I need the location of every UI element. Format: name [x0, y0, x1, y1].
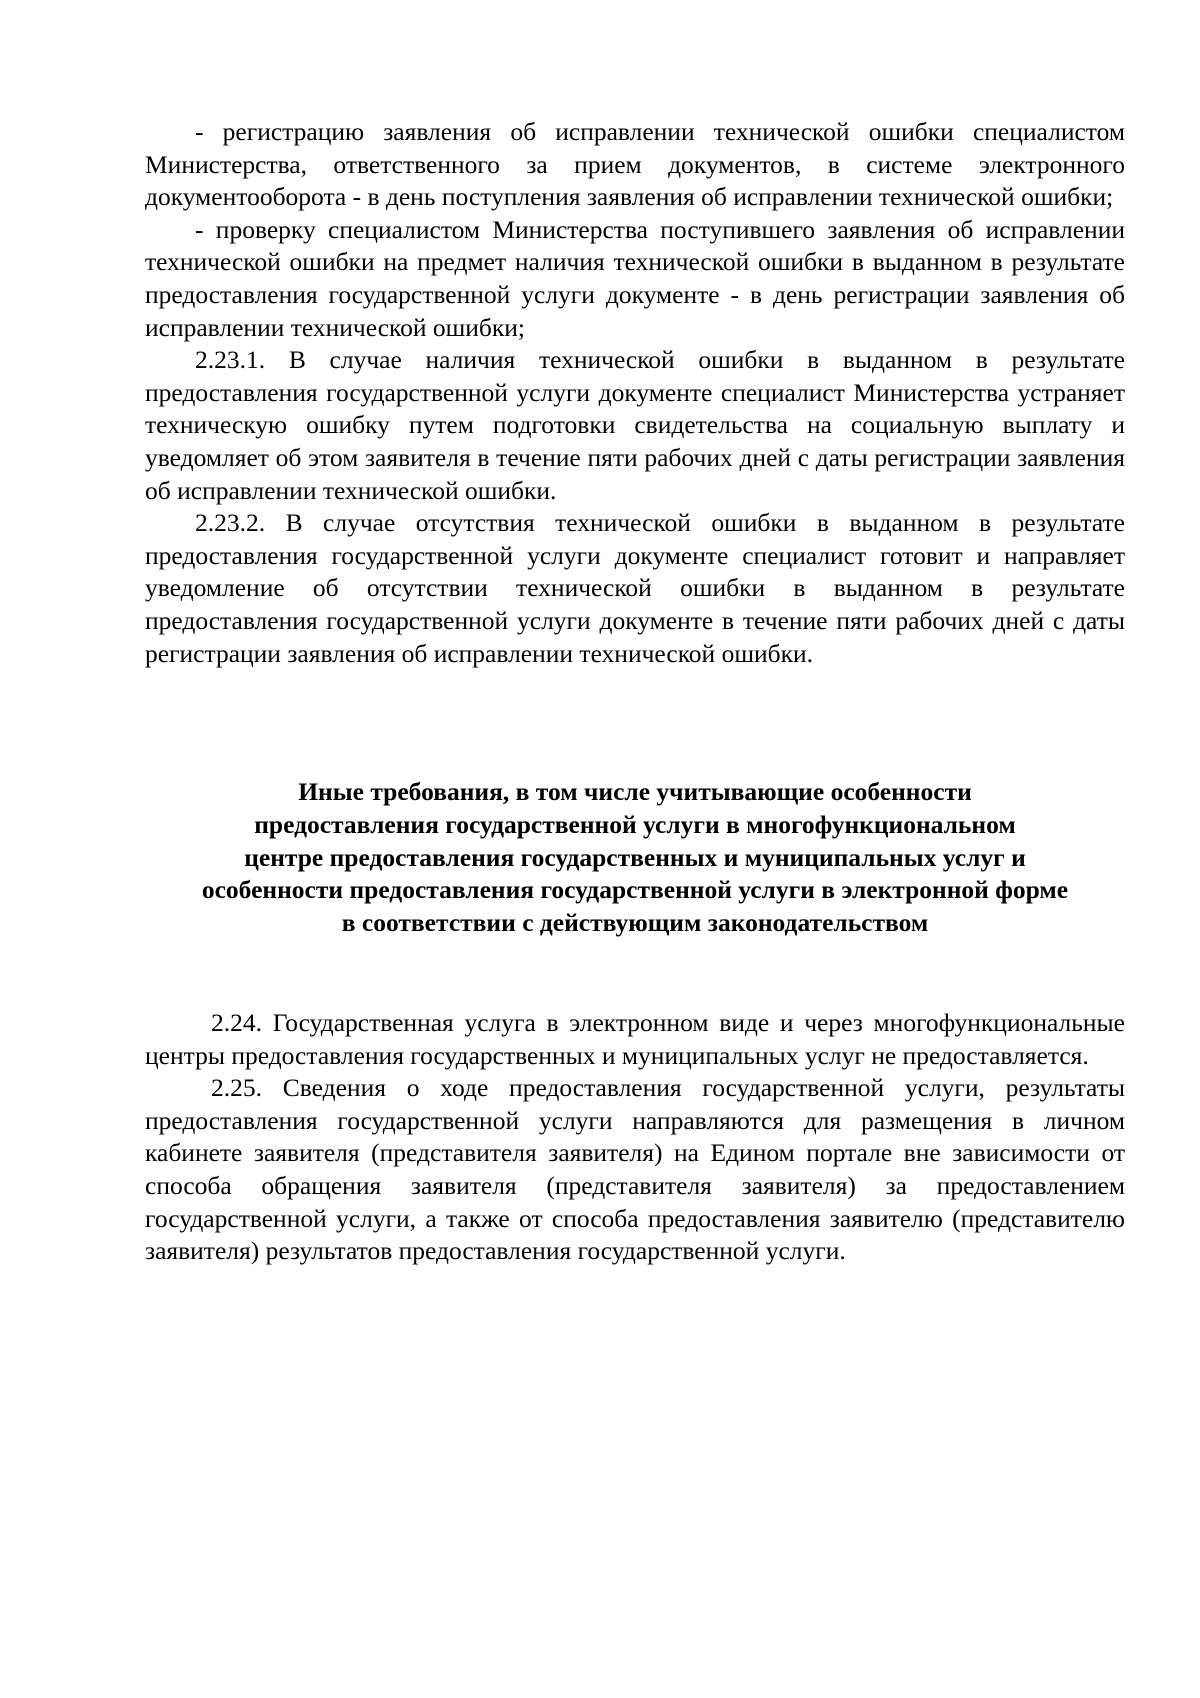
paragraph-2-23-2: 2.23.2. В случае отсутствия технической ошибки в выданном в результате предоставления государственной услуги документе специалист готовит и направляет уведомление об отсутствии технической ошибки в выданном в результате предоставления государственной услуги документе в течение пяти рабочих дней с даты регистрации заявления об исправлении технической ошибки.: [145, 508, 1125, 668]
paragraph-verification: - проверку специалистом Министерства поступившего заявления об исправлении технической ошибки на предмет наличия технической ошибки в выданном в результате предоставления государственной услуги документе - в день регистрации заявления об исправлении технической ошибки;: [145, 214, 1125, 342]
heading-line: Иные требования, в том числе учитывающие особенности: [298, 777, 972, 807]
heading-line: в соответствии с действующим законодательством: [341, 908, 929, 938]
section-heading: [145, 776, 1125, 940]
paragraph-registration: - регистрацию заявления об исправлении технической ошибки специалистом Министерства, ответственного за прием документов, в системе электронного документооборота - в день поступления заявления об исправлении технической ошибки;: [145, 117, 1125, 212]
paragraph-2-24: 2.24. Государственная услуга в электронном виде и через многофункциональные центры предоставления государственных и муниципальных услуг не предоставляется.: [145, 1008, 1125, 1070]
heading-line: предоставления государственной услуги в многофункциональном: [254, 809, 1016, 839]
heading-line: особенности предоставления государственной услуги в электронной форме: [201, 875, 1069, 905]
paragraph-2-23-1: 2.23.1. В случае наличия технической ошибки в выданном в результате предоставления государственной услуги документе специалист Министерства устраняет техническую ошибку путем подготовки свидетельства на социальную выплату и уведомляет об этом заявителя в течение пяти рабочих дней с даты регистрации заявления об исправлении технической ошибки.: [145, 345, 1125, 505]
heading-line: центре предоставления государственных и муниципальных услуг и: [244, 842, 1026, 872]
paragraph-2-25: 2.25. Сведения о ходе предоставления государственной услуги, результаты предоставления государственной услуги направляются для размещения в личном кабинете заявителя (представителя заявителя) на Едином портале вне зависимости от способа обращения заявителя (представителя заявителя) за предоставлением государственной услуги, а также от способа предоставления заявителю (представителю заявителя) результатов предоставления государственной услуги.: [145, 1073, 1125, 1266]
document-body: [145, 116, 1125, 1268]
